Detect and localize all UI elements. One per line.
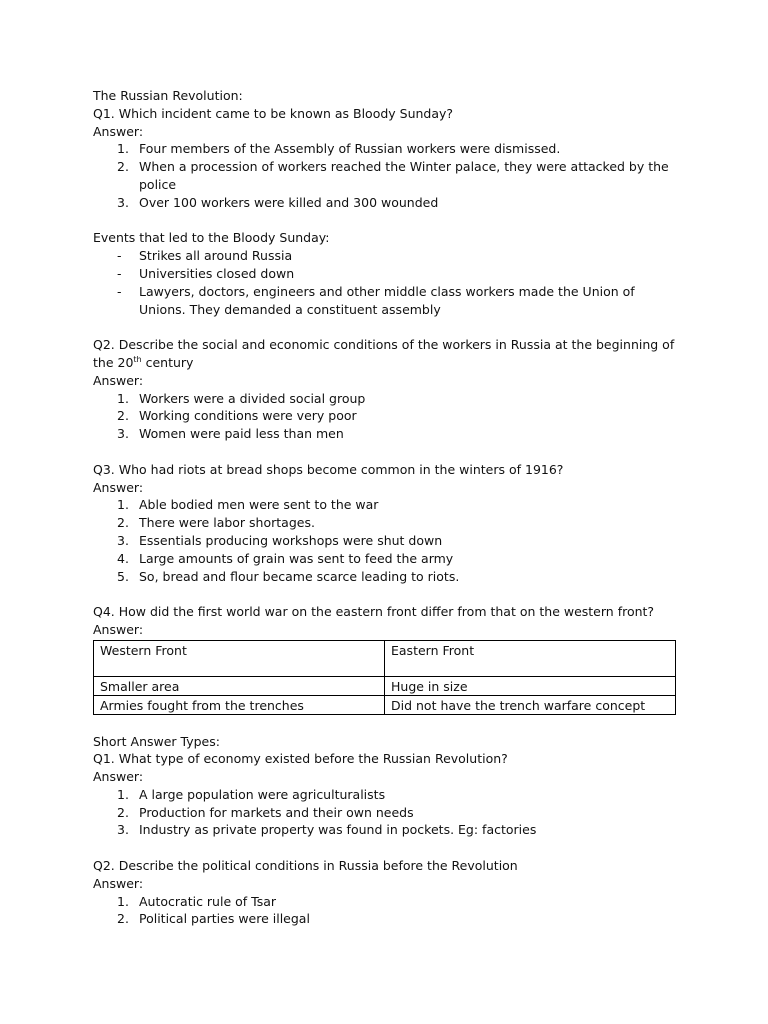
short-q1-question: Q1. What type of economy existed before the Russian Revolution? (93, 751, 508, 767)
table-cell: Huge in size (385, 676, 676, 695)
list-item-text: Strikes all around Russia (139, 248, 293, 264)
q4-question: Q4. How did the first world war on the eastern front differ from that on the western front? (93, 604, 655, 620)
list-number: 2. (117, 159, 129, 175)
list-dash: - (117, 283, 122, 299)
list-item (93, 910, 677, 928)
document-page (93, 87, 677, 928)
list-item (93, 390, 677, 408)
short-answer-heading: Short Answer Types: (93, 733, 220, 749)
table-header-cell: Eastern Front (385, 640, 676, 676)
list-number: 1. (117, 141, 129, 157)
list-item (93, 532, 677, 550)
list-number: 3. (117, 426, 129, 442)
short-q2-answer-list (93, 893, 677, 929)
list-item (93, 247, 677, 265)
table-header-cell: Western Front (94, 640, 385, 676)
short-q1-answer-label: Answer: (93, 769, 144, 785)
list-number: 3. (117, 194, 129, 210)
q4-answer-label: Answer: (93, 621, 144, 637)
list-item-text: When a procession of workers reached the Winter palace, they were attacked by the police (139, 159, 669, 192)
list-item-text: Industry as private property was found in pockets. Eg: factories (139, 822, 537, 838)
table-cell: Smaller area (94, 676, 385, 695)
list-item-text: A large population were agriculturalists (139, 786, 386, 802)
short-q1-answer-list (93, 786, 677, 839)
list-item (93, 158, 677, 194)
q2-question-tail: century (141, 354, 194, 370)
list-item (93, 568, 677, 586)
list-item-text: There were labor shortages. (139, 515, 315, 531)
table-row (94, 676, 676, 695)
q2-answer-list (93, 390, 677, 443)
q1-question: Q1. Which incident came to be known as Bloody Sunday? (93, 105, 454, 121)
q2-superscript: th (133, 354, 142, 364)
list-number: 1. (117, 390, 129, 406)
list-item (93, 893, 677, 911)
list-number: 2. (117, 911, 129, 927)
list-number: 4. (117, 550, 129, 566)
list-item-text: Workers were a divided social group (139, 390, 366, 406)
list-item (93, 804, 677, 822)
list-number: 2. (117, 804, 129, 820)
q2-answer-label: Answer: (93, 372, 144, 388)
list-item (93, 514, 677, 532)
list-number: 1. (117, 497, 129, 513)
table-header-row (94, 640, 676, 676)
list-item-text: Political parties were illegal (139, 911, 310, 927)
list-item-text: Production for markets and their own needs (139, 804, 414, 820)
list-number: 1. (117, 786, 129, 802)
document-title: The Russian Revolution: (93, 88, 243, 103)
list-item (93, 821, 677, 839)
list-number: 5. (117, 568, 129, 584)
comparison-table (93, 640, 676, 715)
list-item-text: Working conditions were very poor (139, 408, 357, 424)
list-item (93, 140, 677, 158)
list-item-text: Essentials producing workshops were shut down (139, 532, 443, 548)
list-item (93, 283, 677, 319)
q3-answer-list (93, 496, 677, 585)
list-item-text: Able bodied men were sent to the war (139, 497, 379, 513)
list-item (93, 265, 677, 283)
list-dash: - (117, 265, 122, 281)
q3-answer-label: Answer: (93, 479, 144, 495)
list-dash: - (117, 248, 122, 264)
list-item (93, 496, 677, 514)
list-item (93, 786, 677, 804)
list-item-text: Lawyers, doctors, engineers and other middle class workers made the Union of Unions. They demanded a constituent assembly (139, 283, 635, 317)
list-item (93, 550, 677, 568)
list-item-text: Large amounts of grain was sent to feed the army (139, 550, 454, 566)
list-item (93, 407, 677, 425)
list-item-text: Women were paid less than men (139, 426, 344, 442)
table-cell: Armies fought from the trenches (94, 695, 385, 714)
list-item (93, 425, 677, 443)
list-number: 2. (117, 408, 129, 424)
q1-answer-label: Answer: (93, 123, 144, 139)
events-heading: Events that led to the Bloody Sunday: (93, 230, 330, 246)
events-list (93, 247, 677, 318)
list-number: 3. (117, 822, 129, 838)
q1-answer-list (93, 140, 677, 211)
table-cell: Did not have the trench warfare concept (385, 695, 676, 714)
list-item-text: Universities closed down (139, 265, 295, 281)
list-item (93, 194, 677, 212)
list-item-text: Autocratic rule of Tsar (139, 893, 277, 909)
list-item-text: So, bread and flour became scarce leading to riots. (139, 568, 460, 584)
q2-question-text: Q2. Describe the social and economic conditions of the workers in Russia at the beginning of the 20 (93, 337, 675, 370)
list-number: 1. (117, 893, 129, 909)
list-item-text: Four members of the Assembly of Russian workers were dismissed. (139, 141, 561, 157)
q3-question: Q3. Who had riots at bread shops become common in the winters of 1916? (93, 461, 564, 477)
list-number: 2. (117, 515, 129, 531)
table-row (94, 695, 676, 714)
list-item-text: Over 100 workers were killed and 300 wounded (139, 194, 439, 210)
q2-question (93, 336, 677, 372)
short-q2-answer-label: Answer: (93, 875, 144, 891)
list-number: 3. (117, 532, 129, 548)
short-q2-question: Q2. Describe the political conditions in Russia before the Revolution (93, 858, 518, 874)
